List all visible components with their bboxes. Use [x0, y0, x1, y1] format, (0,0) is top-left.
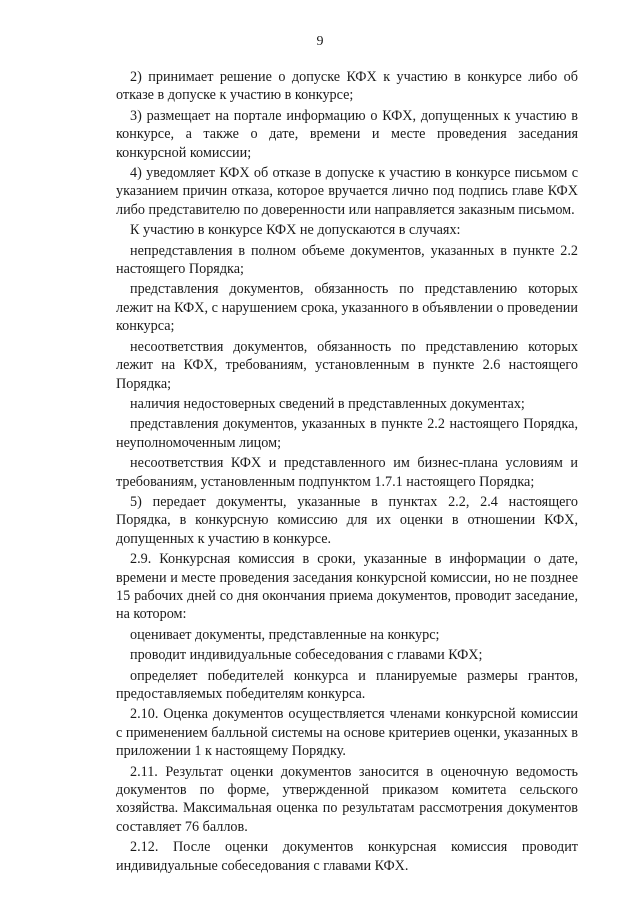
paragraph: 4) уведомляет КФХ об отказе в допуске к участию в конкурсе письмом с указанием причин отказа, которое вручается лично под подпись главе КФХ либо представителю по доверенности или направляется заказным письмом.: [116, 165, 578, 218]
paragraph: 2) принимает решение о допуске КФХ к участию в конкурсе либо об отказе в допуске к участию в конкурсе;: [116, 69, 578, 104]
paragraph: наличия недостоверных сведений в представленных документах;: [130, 395, 525, 412]
paragraph: 3) размещает на портале информацию о КФХ, допущенных к участию в конкурсе, а также о дате, времени и месте проведения заседания конкурсной комиссии;: [116, 107, 578, 161]
paragraph: представления документов, обязанность по представлению которых лежит на КФХ, с нарушением срока, указанного в объявлении о проведении конкурса;: [116, 281, 578, 335]
paragraph: определяет победителей конкурса и планируемые размеры грантов, предоставляемых победителям конкурса.: [116, 667, 578, 702]
document-body: [116, 68, 578, 877]
paragraph: непредставления в полном объеме документов, указанных в пункте 2.2 настоящего Порядка;: [116, 242, 578, 278]
paragraph: 2.10. Оценка документов осуществляется членами конкурсной комиссии с применением балльной системы на основе критериев оценки, указанных в приложении 1 к настоящему Порядку.: [116, 706, 578, 760]
paragraph: 2.12. После оценки документов конкурсная комиссия проводит индивидуальные собеседования с главами КФХ.: [116, 839, 578, 874]
paragraph: проводит индивидуальные собеседования с главами КФХ;: [130, 647, 483, 664]
paragraph: представления документов, указанных в пункте 2.2 настоящего Порядка, неуполномоченным лицом;: [116, 416, 578, 451]
paragraph: 2.9. Конкурсная комиссия в сроки, указанные в информации о дате, времени и месте проведения заседания конкурсной комиссии, но не позднее 15 рабочих дней со дня окончания приема документов, проводит заседание, на котором:: [116, 551, 578, 623]
paragraph: К участию в конкурсе КФХ не допускаются в случаях:: [130, 222, 461, 239]
paragraph: оценивает документы, представленные на конкурс;: [130, 626, 440, 643]
paragraph: 2.11. Результат оценки документов заносится в оценочную ведомость документов по форме, утвержденной приказом комитета сельского хозяйства. Максимальная оценка по результатам рассмотрения документов составляет 76 баллов.: [116, 763, 578, 835]
paragraph: несоответствия документов, обязанность по представлению которых лежит на КФХ, требованиям, установленным в пункте 2.6 настоящего Порядка;: [116, 338, 578, 392]
paragraph: несоответствия КФХ и представленного им бизнес-плана условиям и требованиям, установленным подпунктом 1.7.1 настоящего Порядка;: [116, 455, 578, 490]
paragraph: 5) передает документы, указанные в пунктах 2.2, 2.4 настоящего Порядка, в конкурсную комиссию для их оценки в отношении КФХ, допущенных к участию в конкурсе.: [116, 493, 578, 547]
page-number: 9: [316, 34, 324, 49]
